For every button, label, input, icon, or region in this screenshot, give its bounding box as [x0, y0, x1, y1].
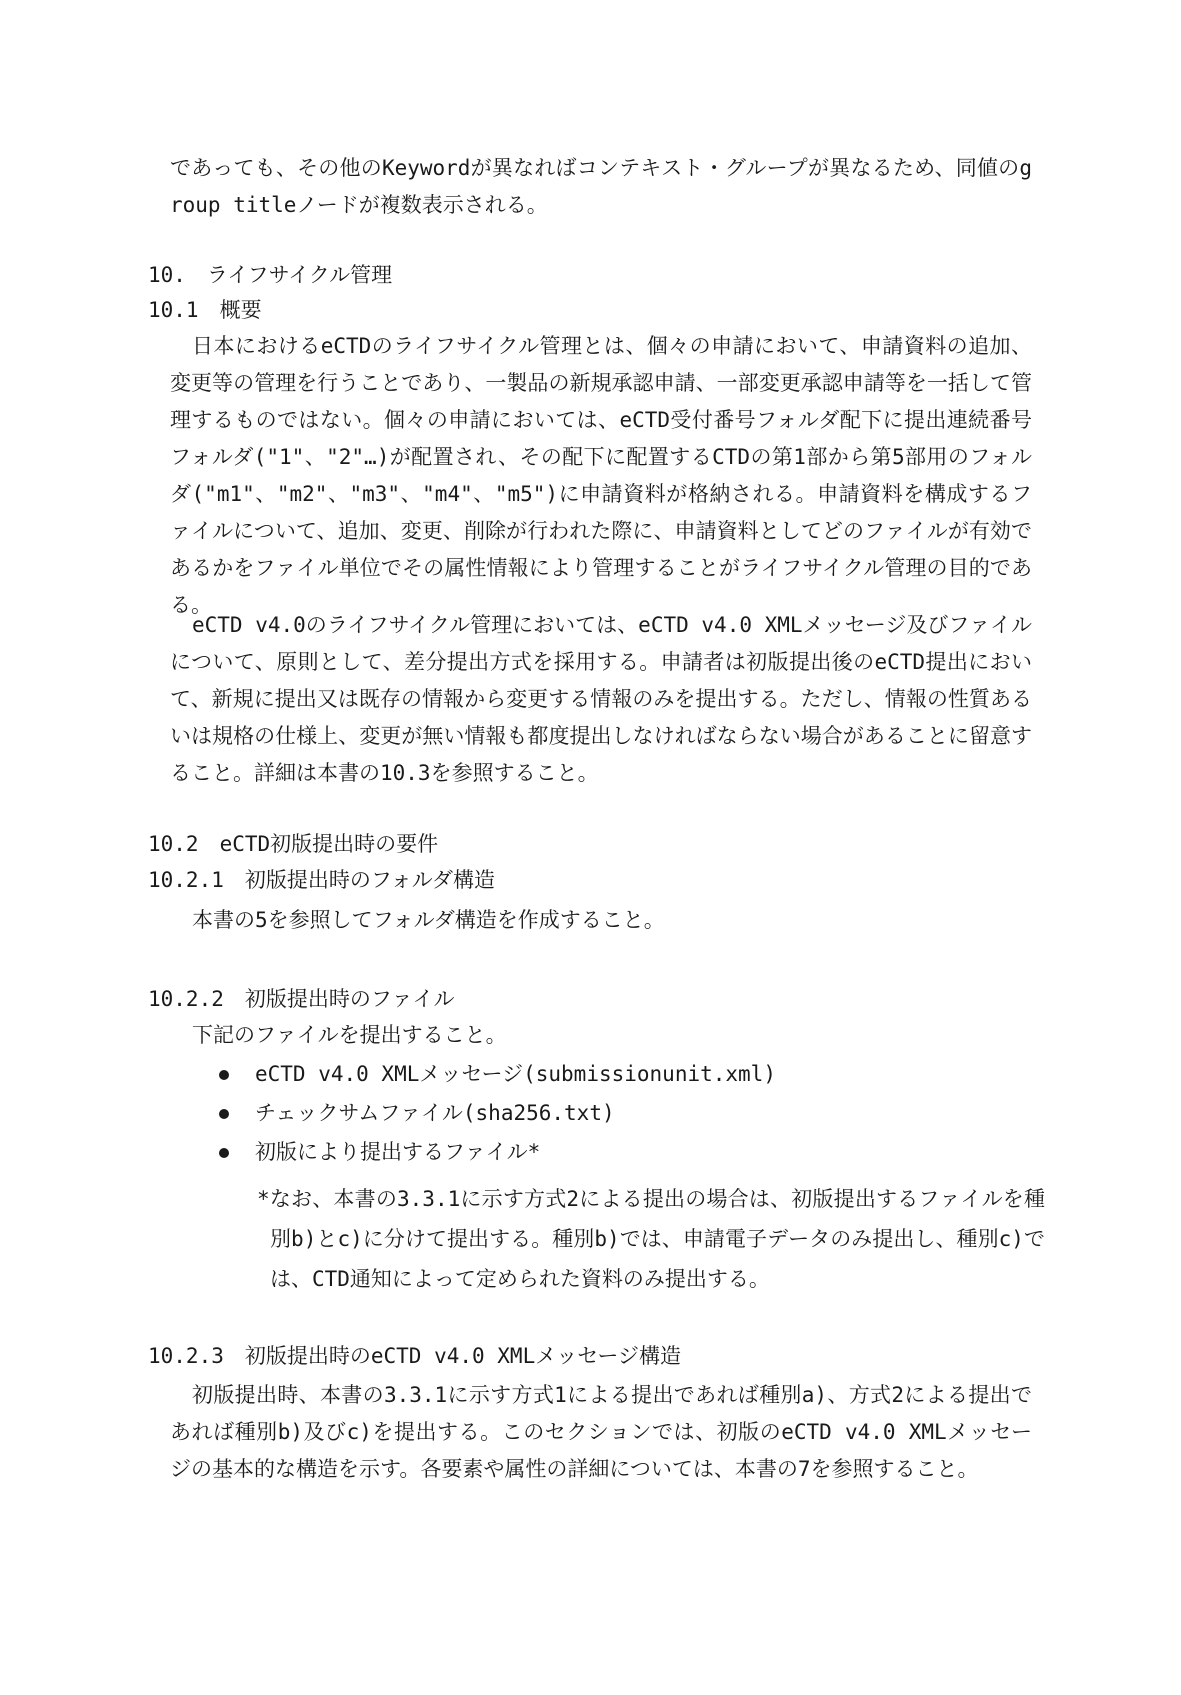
section-10-2-2-heading: 10.2.2 初版提出時のファイル: [148, 987, 455, 1011]
list-item-text: eCTD v4.0 XMLメッセージ(submissionunit.xml): [255, 1062, 776, 1086]
section-10-2-heading: 10.2 eCTD初版提出時の要件: [148, 832, 439, 856]
submission-file-list: [216, 1055, 776, 1172]
bullet-icon: [219, 1148, 229, 1158]
list-item: [216, 1094, 776, 1133]
section-10-heading: 10. ライフサイクル管理: [148, 263, 393, 287]
footnote-note: *なお、本書の3.3.1に示す方式2による提出の場合は、初版提出するファイルを種別b)とc)に分けて提出する。種別b)では、申請電子データのみ提出し、種別c)では、CTD通知によって定められた資料のみ提出する。: [257, 1187, 1045, 1291]
bullet-icon: [219, 1070, 229, 1080]
list-item: [216, 1133, 776, 1172]
list-item-text: 初版により提出するファイル*: [255, 1140, 541, 1164]
bullet-icon: [219, 1109, 229, 1119]
section-10-2-2-text: 下記のファイルを提出すること。: [192, 1023, 507, 1047]
section-10-2-1-heading: 10.2.1 初版提出時のフォルダ構造: [148, 868, 495, 892]
section-10-2-3-text: 初版提出時、本書の3.3.1に示す方式1による提出であれば種別a)、方式2による提出であれば種別b)及びc)を提出する。このセクションでは、初版のeCTD v4.0 XMLメッセージの基本的な構造を示す。各要素や属性の詳細については、本書の7を参照すること。: [170, 1383, 1032, 1481]
intro-continuation-paragraph: であっても、その他のKeywordが異なればコンテキスト・グループが異なるため、同値のgroup titleノードが複数表示される。: [170, 156, 1032, 217]
section-10-2-3-heading: 10.2.3 初版提出時のeCTD v4.0 XMLメッセージ構造: [148, 1344, 681, 1368]
section-10-1-heading: 10.1 概要: [148, 298, 262, 322]
list-item-text: チェックサムファイル(sha256.txt): [255, 1101, 615, 1125]
section-10-1-paragraph-2: eCTD v4.0のライフサイクル管理においては、eCTD v4.0 XMLメッセージ及びファイルについて、原則として、差分提出方式を採用する。申請者は初版提出後のeCTD提出において、新規に提出又は既存の情報から変更する情報のみを提出する。ただし、情報の性質あるいは規格の仕様上、変更が無い情報も都度提出しなければならない場合があることに留意すること。詳細は本書の10.3を参照すること。: [170, 613, 1032, 785]
section-10-2-1-text: 本書の5を参照してフォルダ構造を作成すること。: [192, 908, 665, 932]
section-10-1-paragraph-1: 日本におけるeCTDのライフサイクル管理とは、個々の申請において、申請資料の追加、変更等の管理を行うことであり、一製品の新規承認申請、一部変更承認申請等を一括して管理するものではない。個々の申請においては、eCTD受付番号フォルダ配下に提出連続番号フォルダ("1"、"2"…)が配置され、その配下に配置するCTDの第1部から第5部用のフォルダ("m1"、"m2"、"m3"、"m4"、"m5")に申請資料が格納される。申請資料を構成するファイルについて、追加、変更、削除が行われた際に、申請資料としてどのファイルが有効であるかをファイル単位でその属性情報により管理することがライフサイクル管理の目的である。: [170, 334, 1032, 617]
list-item: [216, 1055, 776, 1094]
